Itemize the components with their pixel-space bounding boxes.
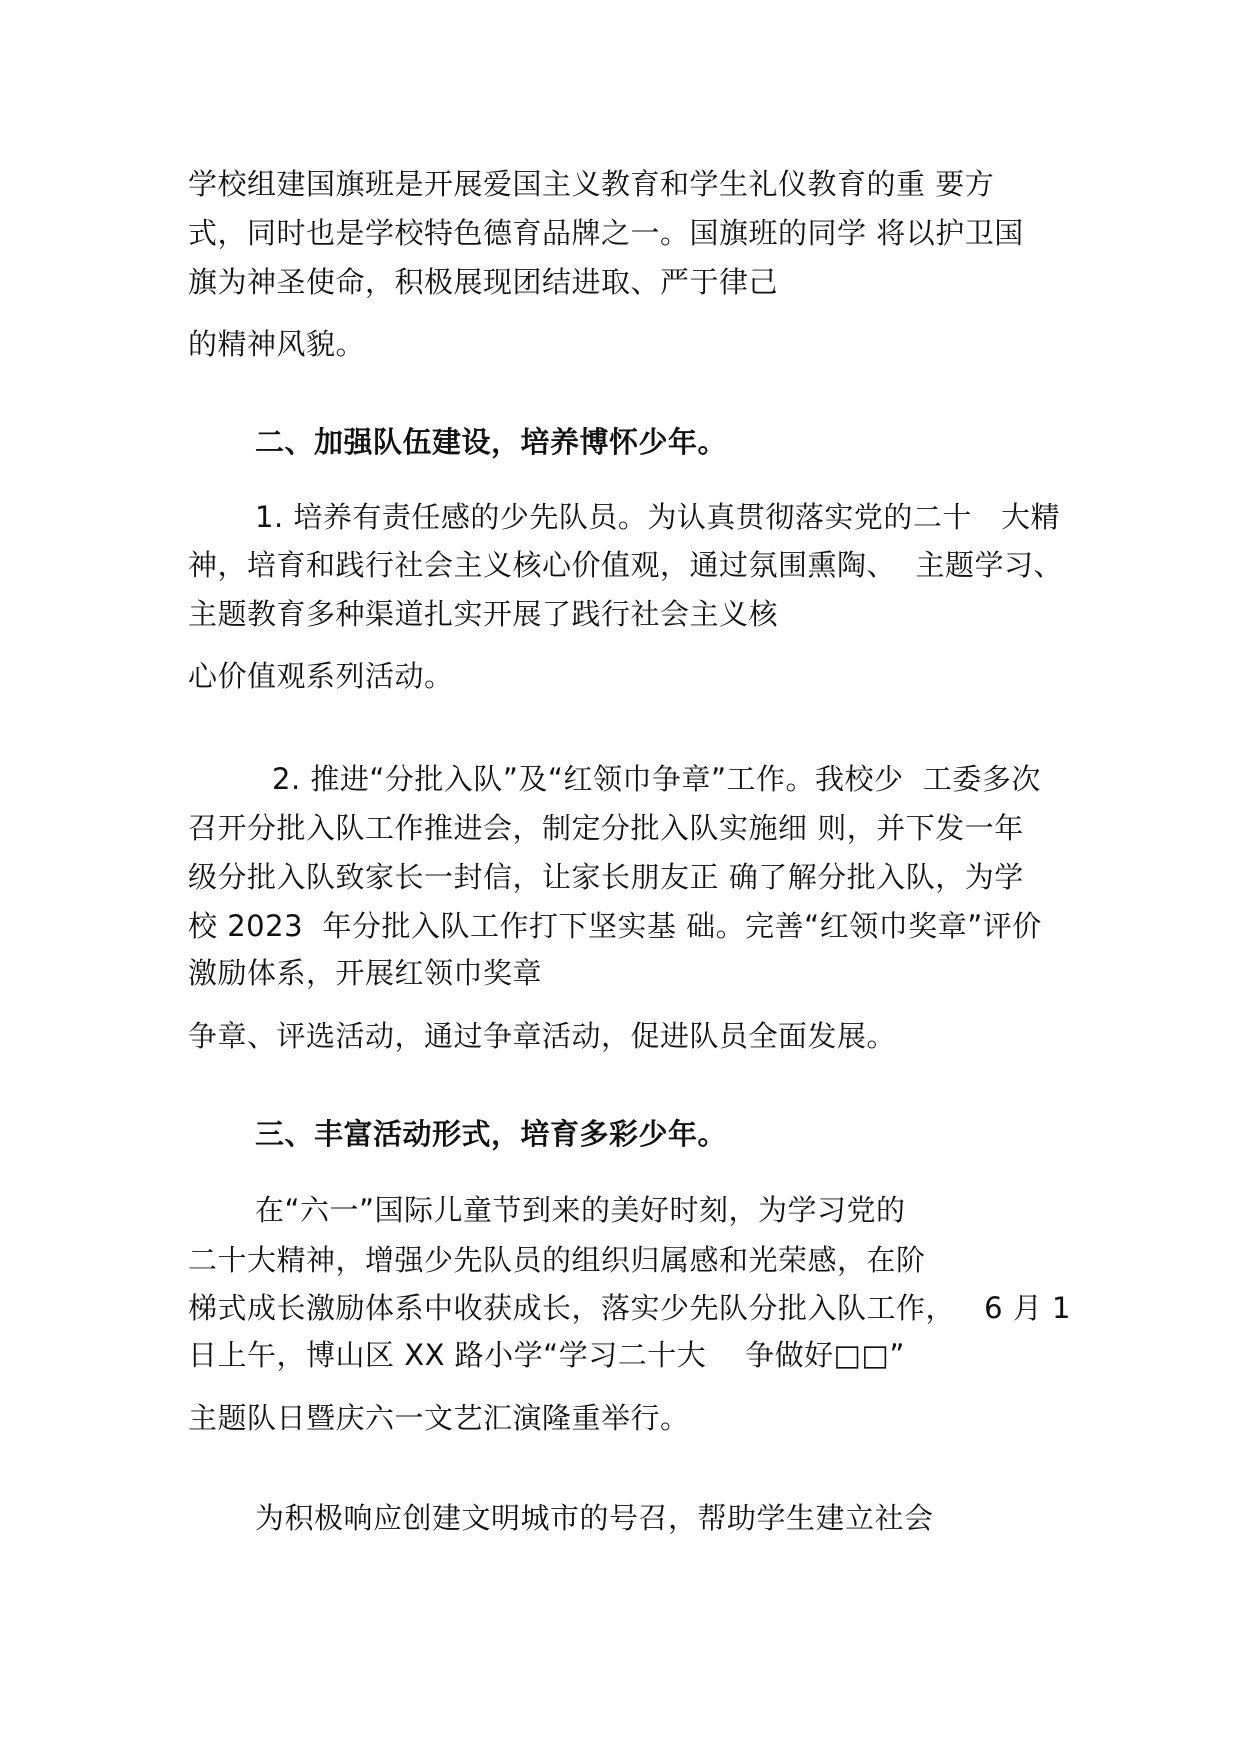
section2-heading: 二、加强队伍建设，培养博怀少年。 xyxy=(255,425,728,459)
section3-para1-line4: 日上午，博山区 XX 路小学“学习二十大 争做好□□” xyxy=(188,1338,905,1372)
paragraph1-line1: 学校组建国旗班是开展爱国主义教育和学生礼仪教育的重 要方 xyxy=(188,167,995,201)
section3-para1-line1: 在“六一”国际儿童节到来的美好时刻，为学习党的 xyxy=(255,1193,906,1227)
section2-item1-line3: 主题教育多种渠道扎实开展了践行社会主义核 xyxy=(188,597,779,631)
section2-item2-line4: 校 2023 年分批入队工作打下坚实基 础。完善“红领巾奖章”评价 xyxy=(188,909,1042,943)
paragraph1-line4: 的精神风貌。 xyxy=(188,327,366,361)
section2-item2-line3: 级分批入队致家长一封信，让家长朋友正 确了解分批入队，为学 xyxy=(188,860,1024,894)
paragraph1-line2: 式，同时也是学校特色德育品牌之一。国旗班的同学 将以护卫国 xyxy=(188,216,1024,250)
section3-para1-line2: 二十大精神，增强少先队员的组织归属感和光荣感，在阶 xyxy=(188,1243,926,1277)
section3-para1-line3: 梯式成长激励体系中收获成长，落实少先队分批入队工作， 6 月 1 xyxy=(188,1291,1071,1325)
section2-item2-line1: 2. 推进“分批入队”及“红领巾争章”工作。我校少 工委多次 xyxy=(272,762,1041,796)
section3-heading: 三、丰富活动形式，培育多彩少年。 xyxy=(255,1117,728,1151)
section2-item1-line4: 心价值观系列活动。 xyxy=(188,659,454,693)
section2-item1-line2: 神，培育和践行社会主义核心价值观，通过氛围熏陶、 主题学习、 xyxy=(188,548,1063,582)
section2-item2-line2: 召开分批入队工作推进会，制定分批入队实施细 则，并下发一年 xyxy=(188,811,1024,845)
section2-item1-line1: 1. 培养有责任感的少先队员。为认真贯彻落实党的二十 大精 xyxy=(255,500,1061,534)
section3-para2-line1: 为积极响应创建文明城市的号召，帮助学生建立社会 xyxy=(255,1501,934,1535)
paragraph1-line3: 旗为神圣使命，积极展现团结进取、严于律己 xyxy=(188,265,779,299)
section2-item2-line5: 激励体系，开展红领巾奖章 xyxy=(188,956,543,990)
section2-item2-line6: 争章、评选活动，通过争章活动，促进队员全面发展。 xyxy=(188,1019,897,1053)
section3-para1-line5: 主题队日暨庆六一文艺汇演隆重举行。 xyxy=(188,1401,690,1435)
